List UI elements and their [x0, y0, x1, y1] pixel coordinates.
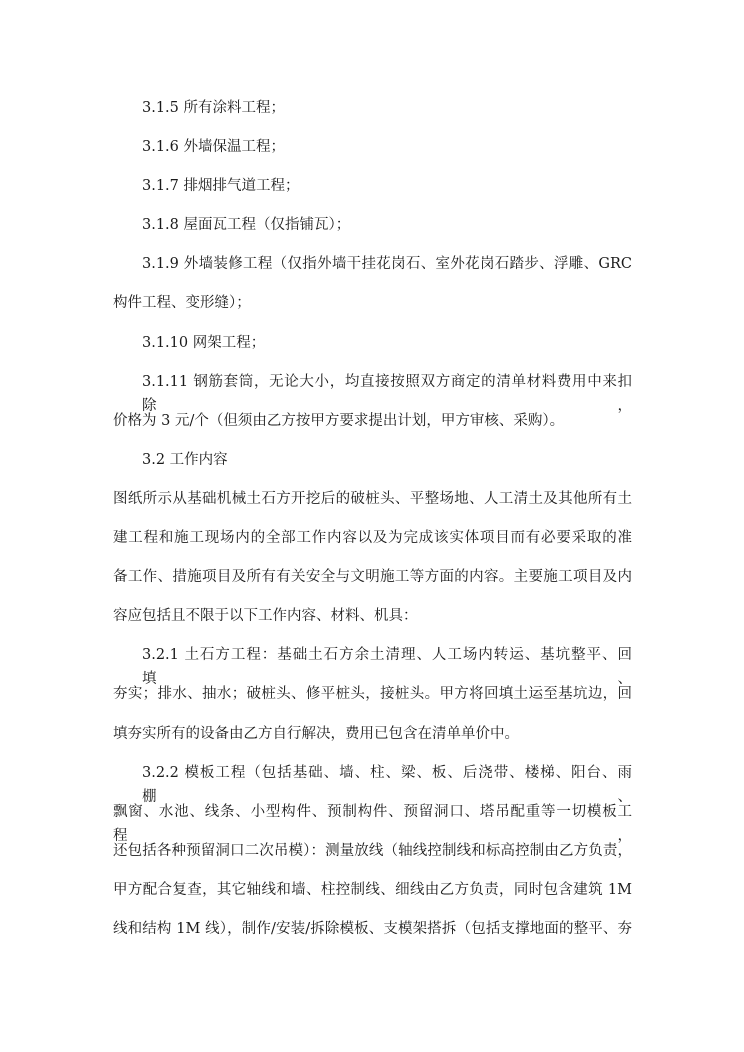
text-line: 容应包括且不限于以下工作内容、材料、机具： — [113, 608, 418, 625]
text-line: 3.2.1 土石方工程：基础土石方余土清理、人工场内转运、基坑整平、回填、 — [142, 647, 632, 688]
text-line: 3.1.5 所有涂料工程； — [142, 100, 286, 116]
text-line: 飘窗、水池、线条、小型构件、预制构件、预留洞口、塔吊配重等一切模板工程， — [113, 803, 632, 844]
text-line: 3.1.10 网架工程； — [142, 334, 266, 351]
text-line: 建工程和施工现场内的全部工作内容以及为完成该实体项目而有必要采取的准 — [113, 530, 632, 547]
text-line: 填夯实所有的设备由乙方自行解决，费用已包含在清单单价中。 — [113, 725, 519, 742]
text-line: 3.2.2 模板工程（包括基础、墙、柱、梁、板、后浇带、楼梯、阳台、雨棚、 — [142, 764, 632, 805]
text-line: 夯实；排水、抽水；破桩头、修平桩头，接桩头。甲方将回填土运至基坑边，回 — [113, 686, 632, 703]
text-line: 备工作、措施项目及所有有关安全与文明施工等方面的内容。主要施工项目及内 — [113, 569, 632, 586]
text-line: 图纸所示从基础机械土石方开挖后的破桩头、平整场地、人工清土及其他所有土 — [113, 490, 632, 507]
text-line: 甲方配合复查，其它轴线和墙、柱控制线、细线由乙方负责，同时包含建筑 1M — [113, 881, 632, 898]
text-line: 线和结构 1M 线），制作/安装/拆除模板、支模架搭拆（包括支撑地面的整平、夯 — [113, 920, 632, 937]
text-line: 3.1.7 排烟排气道工程； — [142, 178, 300, 195]
document-page — [113, 96, 632, 956]
text-line: 构件工程、变形缝）； — [113, 295, 251, 312]
text-line: 3.2 工作内容 — [142, 451, 228, 468]
text-line: 3.1.11 钢筋套筒，无论大小，均直接按照双方商定的清单材料费用中来扣除， — [142, 373, 632, 414]
text-line: 3.1.9 外墙装修工程（仅指外墙干挂花岗石、室外花岗石踏步、浮雕、GRC — [142, 256, 632, 273]
text-line: 价格为 3 元/个（但须由乙方按甲方要求提出计划，甲方审核、采购）。 — [113, 412, 565, 429]
text-line: 3.1.8 屋面瓦工程（仅指铺瓦）； — [142, 217, 351, 234]
text-line: 还包括各种预留洞口二次吊模）：测量放线（轴线控制线和标高控制由乙方负责， — [113, 842, 632, 859]
text-line: 3.1.6 外墙保温工程； — [142, 139, 286, 156]
